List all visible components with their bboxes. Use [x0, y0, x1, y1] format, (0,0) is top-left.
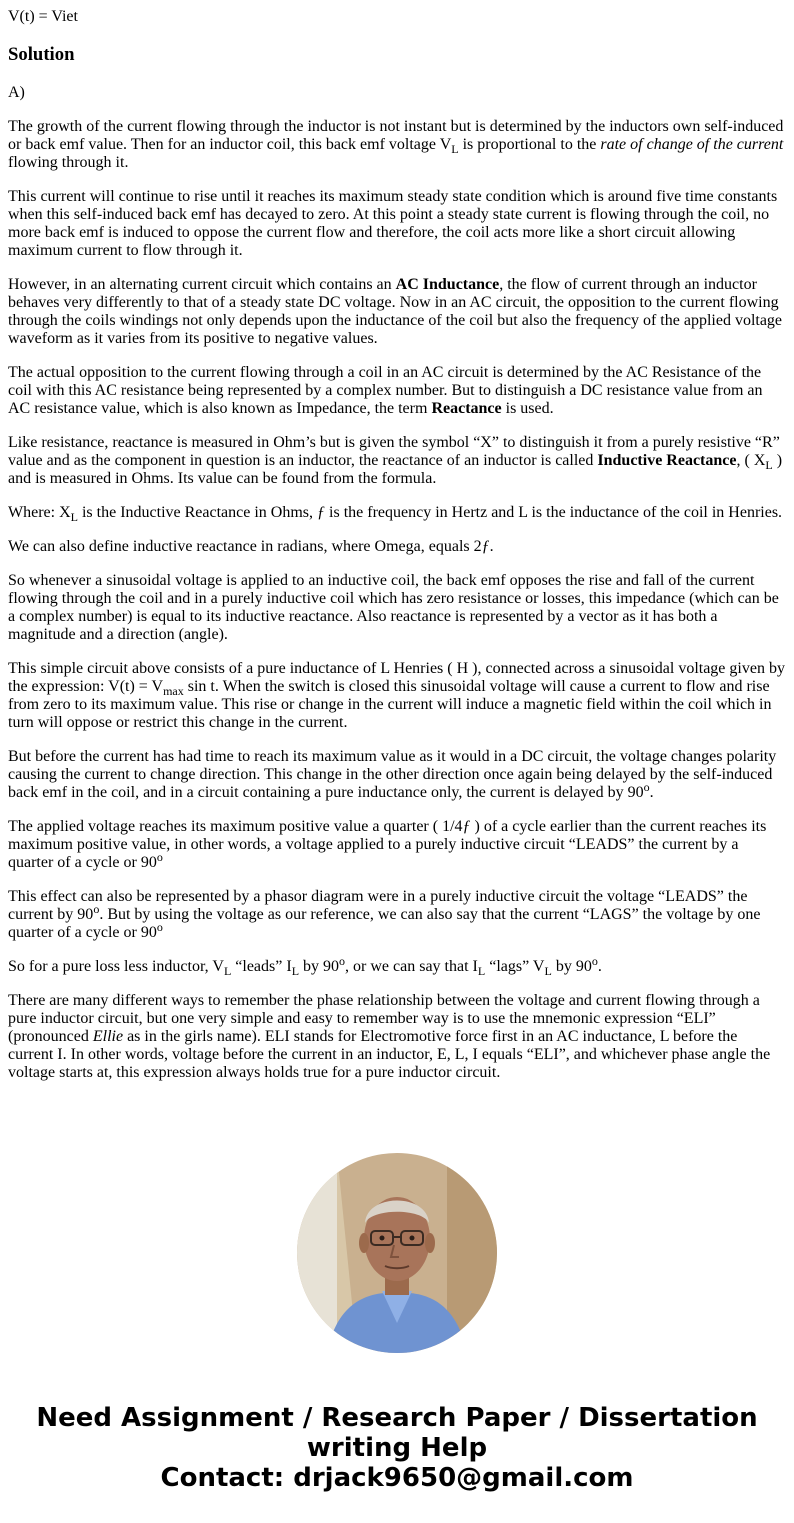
promo-line-2: writing Help: [306, 1433, 488, 1463]
paragraph-6: Where: $X_L$ is the Inductive Reactance in Ohms, ƒ is the frequency in Hertz and L is the inductance of the coil in Henries.: [8, 504, 783, 524]
paragraph-14: There are many different ways to remember the phase relationship between the voltage and current flowing through a pure inductor circuit, but one very simple and easy to remember way is to use the mnemonic expression “ELI” (pronounced Ellie as in the girls name). ELI stands for Electromotive force first in an AC inductance, L before the current I. In other words, voltage before the current in an inductor, E, L, I equals “ELI”, and whichever phase angle the voltage starts at, this expression always holds true for a pure inductor circuit.: [8, 992, 771, 1081]
paragraph-2: This current will continue to rise until it reaches its maximum steady state condition which is around five time constants when this self-induced back emf has decayed to zero. At this point a steady state current is flowing through the coil, no more back emf is induced to oppose the current flow and therefore, the coil acts more like a short circuit allowing maximum current to flow through it.: [8, 188, 778, 259]
solution-heading: Solution: [8, 44, 75, 65]
paragraph-4: The actual opposition to the current flowing through a coil in an AC circuit is determined by the AC Resistance of the coil with this AC resistance being represented by a complex number. But to distinguish a DC resistance value from an AC resistance value, which is also known as Impedance, the term Reactance is used.: [8, 364, 763, 417]
tutor-avatar: [297, 1153, 497, 1353]
avatar-portrait-image: [297, 1153, 497, 1353]
paragraph-9: This simple circuit above consists of a pure inductance of L Henries ( H ), connected across a sinusoidal voltage given by the expression: $V(t) = V_{max}$ sin t. When the switch is closed this sinusoidal voltage will cause a current to flow and rise from zero to its maximum value. This rise or change in the current will induce a magnetic field within the coil which in turn will oppose or restrict this change in the current.: [8, 660, 785, 731]
paragraph-8: So whenever a sinusoidal voltage is applied to an inductive coil, the back emf opposes the rise and fall of the current flowing through the coil and in a purely inductive coil which has zero resistance or losses, this impedance (which can be a complex number) is equal to its inductive reactance. Also reactance is represented by a vector as it has both a magnitude and a direction (angle).: [8, 572, 779, 643]
paragraph-13: So for a pure loss less inductor, $V_L$ “leads” $I_L$ by 90$^o$, or we can say that $I_L$ “lags” $V_L$ by 90$^o$.: [8, 954, 602, 978]
promo-banner: [0, 1403, 794, 1493]
paragraph-5: Like resistance, reactance is measured in Ohm’s but is given the symbol “X” to distinguish it from a purely resistive “R” value and as the component in question is an inductor, the reactance of an inductor is called Inductive Reactance, ( $X_L$ ) and is measured in Ohms. Its value can be found from the formula.: [8, 434, 783, 487]
paragraph-12: This effect can also be represented by a phasor diagram were in a purely inductive circuit the voltage “LEADS” the current by 90$^o$. But by using the voltage as our reference, we can also say that the current “LAGS” the voltage by one quarter of a cycle or 90$^o$: [8, 888, 761, 941]
paragraph-10: But before the current has had time to reach its maximum value as it would in a DC circuit, the voltage changes polarity causing the current to change direction. This change in the other direction once again being delayed by the self-induced back emf in the coil, and in a circuit containing a pure inductance only, the current is delayed by 90$^o$.: [8, 748, 777, 801]
paragraph-3: However, in an alternating current circuit which contains an AC Inductance, the flow of current through an inductor behaves very differently to that of a steady state DC voltage. Now in an AC circuit, the opposition to the current flowing through the coils windings not only depends upon the inductance of the coil but also the frequency of the applied voltage waveform as it varies from its positive to negative values.: [8, 276, 783, 347]
top-line: V(t) = Viet: [8, 8, 78, 25]
paragraph-1: The growth of the current flowing through the inductor is not instant but is determined by the inductors own self-induced or back emf value. Then for an inductor coil, this back emf voltage $V_L$ is proportional to the rate of change of the current flowing through it.: [8, 118, 784, 171]
solution-article: [8, 0, 786, 1124]
paragraph-11: The applied voltage reaches its maximum positive value a quarter ( 1/4ƒ ) of a cycle earlier than the current reaches its maximum positive value, in other words, a voltage applied to a purely inductive circuit “LEADS” the current by a quarter of a cycle or 90$^o$: [8, 818, 767, 871]
part-label: A): [8, 84, 25, 101]
promo-contact: Contact: drjack9650@gmail.com: [160, 1463, 634, 1493]
promo-line-1: Need Assignment / Research Paper / Dissertation: [36, 1403, 758, 1433]
paragraph-7: We can also define inductive reactance in radians, where Omega, equals 2ƒ.: [8, 538, 494, 555]
